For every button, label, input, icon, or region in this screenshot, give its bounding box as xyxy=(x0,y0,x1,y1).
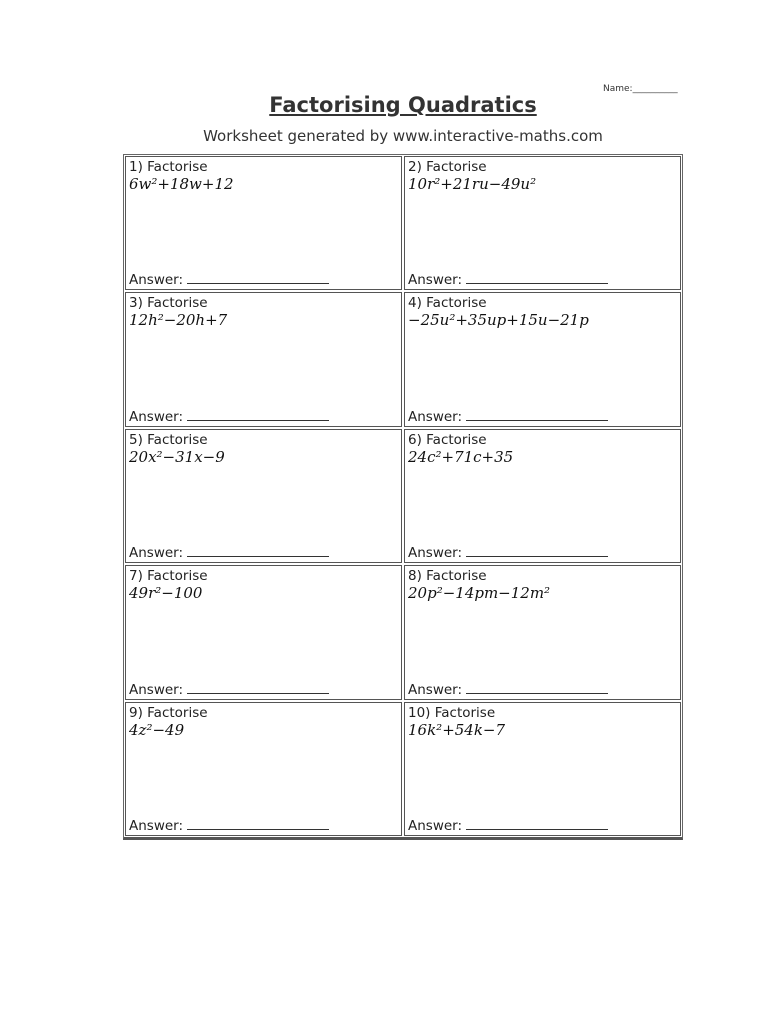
question-cell-5 xyxy=(125,429,402,563)
page-title: Factorising Quadratics xyxy=(269,93,537,117)
question-cell-9 xyxy=(125,702,402,836)
answer-area[interactable] xyxy=(129,409,329,425)
answer-area[interactable] xyxy=(129,682,329,698)
answer-line[interactable] xyxy=(466,546,608,557)
question-label: 7) Factorise xyxy=(129,568,208,585)
question-cell-8 xyxy=(404,565,681,699)
question-expression: 4z²−49 xyxy=(129,720,185,739)
question-expression: 20x²−31x−9 xyxy=(129,447,225,466)
question-label: 3) Factorise xyxy=(129,295,208,312)
question-label: 4) Factorise xyxy=(408,295,487,312)
answer-line[interactable] xyxy=(187,410,329,421)
answer-area[interactable] xyxy=(129,818,329,834)
question-cell-4 xyxy=(404,292,681,426)
answer-line[interactable] xyxy=(187,819,329,830)
answer-area[interactable] xyxy=(408,545,608,561)
answer-area[interactable] xyxy=(408,682,608,698)
answer-label: Answer: xyxy=(408,545,463,562)
question-cell-2 xyxy=(404,156,681,290)
question-label: 9) Factorise xyxy=(129,704,208,721)
question-cell-3 xyxy=(125,292,402,426)
answer-label: Answer: xyxy=(129,408,184,425)
question-cell-10 xyxy=(404,702,681,836)
question-label: 10) Factorise xyxy=(408,704,496,721)
answer-line[interactable] xyxy=(466,683,608,694)
answer-area[interactable] xyxy=(129,272,329,288)
question-cell-6 xyxy=(404,429,681,563)
question-expression: 6w²+18w+12 xyxy=(129,175,234,193)
question-label: 5) Factorise xyxy=(129,431,208,448)
question-cell-7 xyxy=(125,565,402,699)
questions-grid xyxy=(123,154,683,840)
answer-line[interactable] xyxy=(466,410,608,421)
question-expression: 10r²+21ru−49u² xyxy=(408,175,537,193)
answer-label: Answer: xyxy=(408,681,463,698)
answer-label: Answer: xyxy=(129,272,184,289)
answer-area[interactable] xyxy=(408,272,608,288)
question-expression: 20p²−14pm−12m² xyxy=(408,584,551,603)
answer-line[interactable] xyxy=(187,683,329,694)
answer-label: Answer: xyxy=(129,545,184,562)
question-label: 6) Factorise xyxy=(408,431,487,448)
question-expression: 12h²−20h+7 xyxy=(129,311,228,330)
question-expression: 24c²+71c+35 xyxy=(408,447,514,466)
question-expression: −25u²+35up+15u−21p xyxy=(408,311,589,330)
question-expression: 16k²+54k−7 xyxy=(408,720,506,739)
answer-label: Answer: xyxy=(129,817,184,834)
answer-label: Answer: xyxy=(408,408,463,425)
answer-line[interactable] xyxy=(187,273,329,284)
question-label: 8) Factorise xyxy=(408,568,487,585)
question-cell-1 xyxy=(125,156,402,290)
answer-label: Answer: xyxy=(408,817,463,834)
answer-line[interactable] xyxy=(466,273,608,284)
name-field[interactable]: Name:__________ xyxy=(603,84,678,94)
question-expression: 49r²−100 xyxy=(129,584,203,603)
answer-area[interactable] xyxy=(129,545,329,561)
answer-line[interactable] xyxy=(466,819,608,830)
question-label: 1) Factorise xyxy=(129,159,208,175)
question-label: 2) Factorise xyxy=(408,159,487,175)
answer-area[interactable] xyxy=(408,818,608,834)
page-subtitle: Worksheet generated by www.interactive-maths.com xyxy=(203,127,603,145)
answer-label: Answer: xyxy=(408,272,463,289)
answer-line[interactable] xyxy=(187,546,329,557)
answer-label: Answer: xyxy=(129,681,184,698)
answer-area[interactable] xyxy=(408,409,608,425)
